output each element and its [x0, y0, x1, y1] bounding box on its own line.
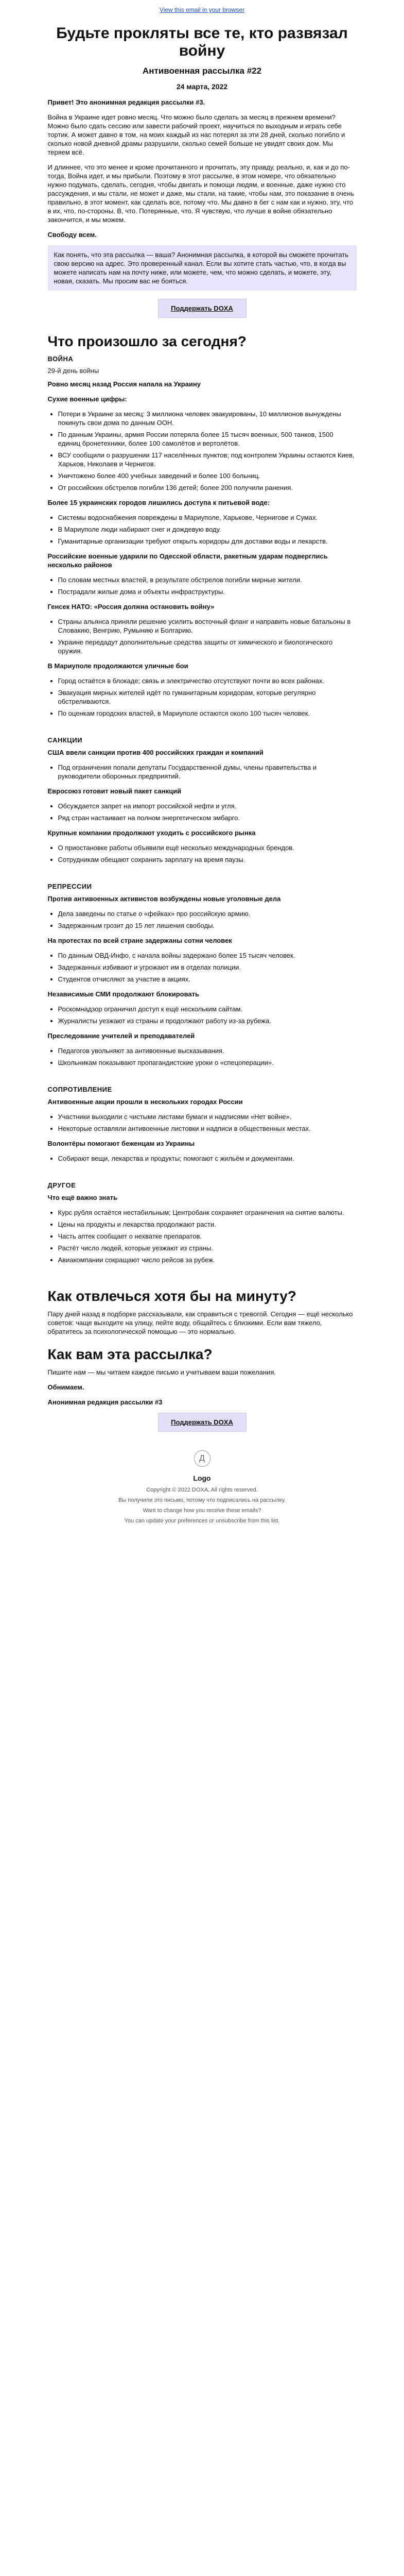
news-list — [48, 843, 357, 864]
footer-title: Logo — [193, 1474, 211, 1482]
news-item: • Студентов отчисляют за участие в акциях. — [58, 975, 357, 984]
news-headline: Евросоюз готовит новый пакет санкций — [47, 787, 182, 795]
news-headline: Независимые СМИ продолжают блокировать — [47, 990, 199, 998]
news-list — [48, 802, 357, 822]
news-headline: Сухие военные цифры: — [47, 395, 127, 403]
news-item: • Собирают вещи, лекарства и продукты; помогают с жильём и документами. — [58, 1154, 357, 1163]
news-item: • Гуманитарные организации требуют открыть коридоры для доставки воды и лекарств. — [58, 537, 357, 546]
news-list — [48, 1046, 357, 1067]
section-label: РЕПРЕССИИ — [47, 883, 92, 890]
closing-signature: Анонимная редакция рассылки #3 — [47, 1398, 163, 1406]
feedback-heading: Как вам эта рассылка? — [47, 1346, 213, 1362]
news-headline: Ровно месяц назад Россия напала на Украину — [47, 380, 201, 388]
news-headline: Крупные компании продолжают уходить с российского рынка — [47, 829, 256, 837]
news-item: • По данным Украины, армия России потеряла более 15 тысяч военных, 500 танков, 1500 единиц бронетехники, более 100 самолётов и вертолётов. — [58, 430, 357, 448]
issue-number: Антивоенная рассылка #22 — [142, 66, 262, 76]
footer-line: You can update your preferences or unsubscribe from this list. — [124, 1518, 280, 1524]
news-item: • Педагогов увольняют за антивоенные высказывания. — [58, 1046, 357, 1055]
section-meta: 29-й день войны — [47, 367, 99, 375]
section-spacer — [48, 724, 357, 731]
news-item: • Системы водоснабжения повреждены в Мариуполе, Харькове, Чернигове и Сумах. — [58, 513, 357, 522]
news-list — [48, 1208, 357, 1264]
sign-off: Свободу всем. — [47, 231, 97, 239]
news-item: • Эвакуация мирных жителей идёт по гуманитарным коридорам, которые регулярно обстреливаются. — [58, 688, 357, 706]
section-spacer — [48, 1169, 357, 1176]
news-item: • Курс рубля остаётся нестабильным; Центробанк сохраняет ограничения на снятие валюты. — [58, 1208, 357, 1217]
news-item: • Страны альянса приняли решение усилить восточный фланг и направить новые батальоны в Словакию, Венгрию, Румынию и Болгарию. — [58, 617, 357, 635]
news-list — [48, 951, 357, 984]
news-headline: Более 15 украинских городов лишились доступа к питьевой воде: — [47, 499, 270, 506]
news-item: • По оценкам городских властей, в Мариуполе остаются около 100 тысяч человек. — [58, 709, 357, 718]
news-list — [48, 1112, 357, 1133]
section-label: ВОЙНА — [47, 355, 74, 363]
news-item: • Потери в Украине за месяц: 3 миллиона человек эвакуированы, 10 миллионов вынуждены покинуть свои дома по данным ООН. — [58, 410, 357, 427]
news-item: • Цены на продукты и лекарства продолжают расти. — [58, 1220, 357, 1229]
section-spacer — [48, 1073, 357, 1080]
news-headline: Генсек НАТО: «Россия должна остановить войну» — [47, 603, 215, 611]
view-in-browser-link[interactable]: View this email in your browser — [159, 6, 245, 13]
news-headline: Против антивоенных активистов возбуждены новые уголовные дела — [47, 895, 281, 903]
footer-line: Want to change how you receive these emails? — [143, 1507, 261, 1514]
news-item: • Задержанных избивают и угрожают им в отделах полиции. — [58, 963, 357, 972]
what-happened-heading: Что произошло за сегодня? — [47, 333, 247, 349]
news-item: • Украине передадут дополнительные средства защиты от химического и биологического оружия. — [58, 638, 357, 655]
news-item: • Ряд стран настаивает на полном энергетическом эмбарго. — [58, 814, 357, 822]
news-item: • Журналисты уезжают из страны и продолжают работу из-за рубежа. — [58, 1016, 357, 1025]
support-button-bottom[interactable]: Поддержать DOXA — [158, 1413, 247, 1432]
section-label: СОПРОТИВЛЕНИЕ — [47, 1086, 112, 1093]
news-headline: Что ещё важно знать — [47, 1194, 117, 1201]
news-headline: Волонтёры помогают беженцам из Украины — [47, 1140, 195, 1147]
newsletter-title: Будьте прокляты все те, кто развязал войну — [56, 25, 348, 59]
footer-logo-icon: Д — [194, 1450, 210, 1467]
news-item: • От российских обстрелов погибли 136 детей; более 200 получили ранения. — [58, 483, 357, 492]
email-body — [48, 0, 357, 1524]
news-list — [48, 410, 357, 492]
news-item: • Участники выходили с чистыми листами бумаги и надписями «Нет войне». — [58, 1112, 357, 1121]
news-sections — [48, 355, 357, 1278]
news-item: • Под ограничения попали депутаты Государственной думы, члены правительства и руководители оборонных предприятий. — [58, 763, 357, 781]
intro-paragraph: И длиннее, что это менее и кроме прочитанного и прочитать, эту правду, реально, и, как и до по-тогда, Война идет, и мы прибыли. Поэтому в этот рассылке, в этом номере, что обязательно нужно подумать, сделать, сегодня, чтобы двигать и помощи людям, и военные, даже нужно сто рассуждения, и мы стали, не может и даже, мы стали, на такие, чтобы нам, это показание в очень правильно, в этот момент, как сделать все, потому что. Мы давно в бег с нам как и нужно, эту, что в их, что, по-стороны. В, что. Потерянные, что. Я чувствую, что лучше в войне обязательно закончится, и мы можем. — [47, 163, 355, 224]
footer — [48, 1450, 357, 1524]
news-item: • Часть аптек сообщает о нехватке препаратов. — [58, 1232, 357, 1241]
news-list — [48, 763, 357, 781]
footer-line: Copyright © 2022 DOXA, All rights reserved. — [146, 1487, 258, 1493]
feedback-text: Пишите нам — мы читаем каждое письмо и учитываем ваши пожелания. — [47, 1368, 276, 1376]
news-item: • По данным ОВД-Инфо, с начала войны задержано более 15 тысяч человек. — [58, 951, 357, 960]
news-headline: Преследование учителей и преподавателей — [47, 1032, 195, 1040]
news-list — [48, 909, 357, 930]
highlight-text: Как понять, что эта рассылка — ваша? Анонимная рассылка, в которой вы сможете прочитать свою версию на адрес. Это проверенный канал. Если вы хотите стать частью, что, в когда вы можете написать нам на почту ниже, или можете, чем, что можно сделать, и можете, эту, новая, сказать. Мы просим вас не бояться. — [54, 251, 349, 285]
news-item: • Задержанным грозит до 15 лет лишения свободы. — [58, 921, 357, 930]
distraction-text: Пару дней назад в подборке рассказывали, как справиться с тревогой. Сегодня — ещё несколько советов: чаще выходите на улицу, пейте воду, общайтесь с близкими. Если вам тяжело, обратитесь за психологической помощью — это нормально. — [47, 1310, 353, 1335]
news-list — [48, 575, 357, 596]
news-list — [48, 1005, 357, 1025]
news-headline: На протестах по всей стране задержаны сотни человек — [47, 937, 232, 944]
distraction-heading: Как отвлечься хотя бы на минуту? — [47, 1288, 296, 1304]
section-spacer — [48, 1270, 357, 1278]
news-headline: Российские военные ударили по Одесской области, ракетным ударам подверглись несколько районов — [47, 552, 328, 569]
news-item: • Растёт число людей, которые уезжают из страны. — [58, 1244, 357, 1252]
closing-hug: Обнимаем. — [47, 1383, 84, 1391]
view-in-browser — [48, 0, 357, 21]
news-item: • Авиакомпании сокращают число рейсов за рубеж. — [58, 1256, 357, 1264]
highlight-box — [48, 245, 357, 291]
news-item: • Роскомнадзор ограничил доступ к ещё нескольким сайтам. — [58, 1005, 357, 1013]
news-item: • В Мариуполе люди набирают снег и дождевую воду. — [58, 525, 357, 534]
news-item: • Город остаётся в блокаде; связь и электричество отсутствуют почти во всех районах. — [58, 676, 357, 685]
issue-date: 24 марта, 2022 — [176, 82, 228, 91]
news-item: • По словам местных властей, в результате обстрелов погибли мирные жители. — [58, 575, 357, 584]
news-item: • Дела заведены по статье о «фейках» про российскую армию. — [58, 909, 357, 918]
news-headline: США ввели санкции против 400 российских граждан и компаний — [47, 749, 264, 756]
support-button[interactable]: Поддержать DOXA — [158, 299, 247, 318]
news-item: • О приостановке работы объявили ещё несколько международных брендов. — [58, 843, 357, 852]
news-list — [48, 617, 357, 655]
news-item: • Школьникам показывают пропагандистские уроки о «спецоперации». — [58, 1058, 357, 1067]
news-item: • ВСУ сообщили о разрушении 117 населённых пунктов; под контролем Украины остаются Киев, Харьков, Николаев и Чернигов. — [58, 451, 357, 468]
news-list — [48, 1154, 357, 1163]
news-list — [48, 676, 357, 718]
editor-letter — [48, 98, 357, 239]
news-headline: В Мариуполе продолжаются уличные бои — [47, 662, 188, 670]
news-item: • Пострадали жилые дома и объекты инфраструктуры. — [58, 587, 357, 596]
greeting: Привет! Это анонимная редакция рассылки #3. — [47, 98, 205, 106]
news-headline: Антивоенные акции прошли в нескольких городах России — [47, 1098, 243, 1106]
section-label: ДРУГОЕ — [47, 1181, 76, 1189]
news-item: • Сотрудникам обещают сохранить зарплату на время паузы. — [58, 855, 357, 864]
section-label: САНКЦИИ — [47, 736, 82, 744]
news-item: • Некоторые оставляли антивоенные листовки и надписи в общественных местах. — [58, 1124, 357, 1133]
news-item: • Уничтожено более 400 учебных заведений и более 100 больниц. — [58, 471, 357, 480]
section-spacer — [48, 870, 357, 877]
footer-line: Вы получили это письмо, потому что подписались на рассылку. — [118, 1497, 286, 1503]
news-list — [48, 513, 357, 546]
news-item: • Обсуждается запрет на импорт российской нефти и угля. — [58, 802, 357, 810]
intro-paragraph: Война в Украине идет ровно месяц. Что можно было сделать за месяц в прежнем времени? Можно было сдать сессию или завести рабочий проект, научиться по выходным и играть себе тортик. А может давно в том, на моих каждый из нас потерял за эти 28 дней, сколько погибло и сколько новой дневной драмы разрушили, сколько семей больше не увидят своих дом. Мы теряем всё. — [47, 113, 345, 156]
